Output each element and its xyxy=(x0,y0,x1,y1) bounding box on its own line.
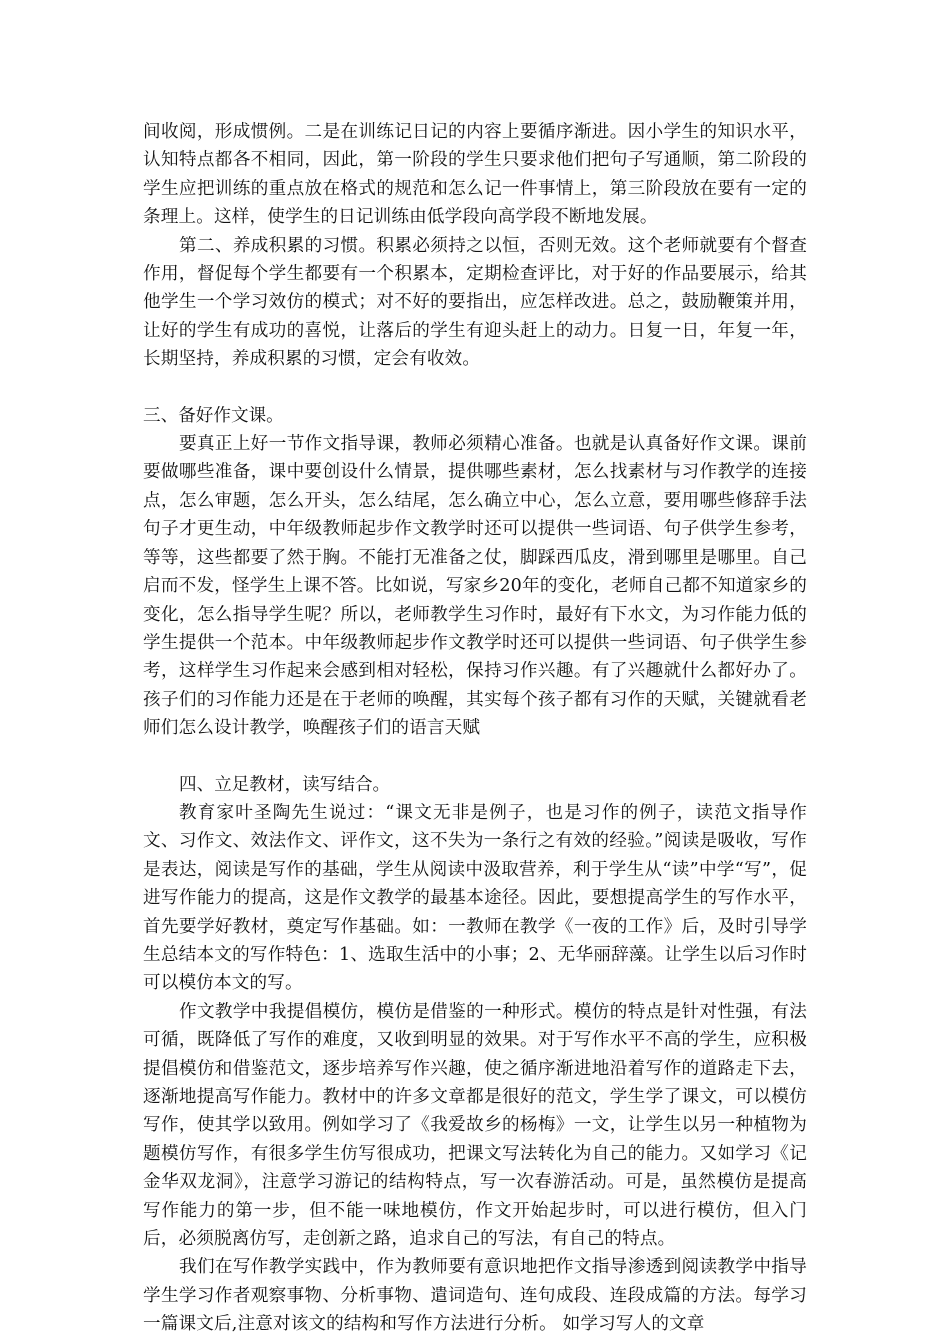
paragraph-gap xyxy=(143,743,807,771)
paragraph-diary-training: 间收阅，形成惯例。二是在训练记日记的内容上要循序渐进。因小学生的知识水平，认知特点都各不相同，因此，第一阶段的学生只要求他们把句子写通顺，第二阶段的学生应把训练的重点放在格式的规范和怎么记一件事情上，第三阶段放在要有一定的条理上。这样，使学生的日记训练由低学段向高学段不断地发展。 xyxy=(143,122,807,228)
paragraph-prepare-lesson: 要真正上好一节作文指导课，教师必须精心准备。也就是认真备好作文课。课前要做哪些准备，课中要创设什么情景，提供哪些素材，怎么找素材与习作教学的连接点，怎么审题，怎么开头，怎么结尾，怎么确立中心，怎么立意，要用哪些修辞手法句子才更生动，中年级教师起步作文教学时还可以提供一些词语、句子供学生参考，等等，这些都要了然于胸。不能打无准备之仗，脚踩西瓜皮，滑到哪里是哪里。自己启而不发，怪学生上课不答。比如说，写家乡20年的变化，老师自己都不知道家乡的变化，怎么指导学生呢？所以，老师教学生习作时，最好有下水文，为习作能力低的学生提供一个范本。中年级教师起步作文教学时还可以提供一些词语、句子供学生参考，这样学生习作起来会感到相对轻松，保持习作兴趣。有了兴趣就什么都好办了。孩子们的习作能力还是在于老师的唤醒，其实每个孩子都有习作的天赋，关键就看老师们怎么设计教学，唤醒孩子们的语言天赋 xyxy=(143,434,807,739)
paragraph-ye-shengtao: 教育家叶圣陶先生说过：“课文无非是例子，也是习作的例子，读范文指导作文、习作文、效法作文、评作文，这不失为一条行之有效的经验。”阅读是吸收，写作是表达，阅读是写作的基础，学生从阅读中汲取营养，利于学生从“读”中学“写”，促进写作能力的提高，这是作文教学的最基本途径。因此，要想提高学生的写作水平，首先要学好教材，奠定写作基础。如：一教师在教学《一夜的工作》后，及时引导学生总结本文的写作特色：1、选取生活中的小事；2、无华丽辞藻。让学生以后习作时可以模仿本文的写。 xyxy=(143,802,807,994)
paragraph-teaching-practice: 我们在写作教学实践中，作为教师要有意识地把作文指导渗透到阅读教学中指导学生学习作者观察事物、分析事物、遣词造句、连句成段、连段成篇的方法。每学习一篇课文后,注意对该文的结构和写作方法进行分析。 如学习写人的文章 xyxy=(143,1257,807,1335)
section-heading-prepare-lesson: 三、备好作文课。 xyxy=(143,405,284,426)
paragraph-gap xyxy=(143,374,807,402)
document-page xyxy=(143,118,807,1339)
paragraph-imitation: 作文教学中我提倡模仿，模仿是借鉴的一种形式。模仿的特点是针对性强，有法可循，既降低了写作的难度，又收到明显的效果。对于写作水平不高的学生，应积极提倡模仿和借鉴范文，逐步培养写作兴趣，使之循序渐进地沿着写作的道路走下去，逐渐地提高写作能力。教材中的许多文章都是很好的范文，学生学了课文，可以模仿写作，使其学以致用。例如学习了《我爱故乡的杨梅》一文，让学生以另一种植物为题模仿写作，有很多学生仿写很成功，把课文写法转化为自己的能力。又如学习《记金华双龙洞》，注意学习游记的结构特点，写一次春游活动。可是，虽然模仿是提高写作能力的第一步，但不能一味地模仿，作文开始起步时，可以进行模仿，但入门后，必须脱离仿写，走创新之路，追求自己的写法，有自己的特点。 xyxy=(143,1001,807,1250)
section-heading-textbook: 四、立足教材，读写结合。 xyxy=(179,774,391,795)
paragraph-accumulation-habit: 第二、养成积累的习惯。积累必须持之以恒，否则无效。这个老师就要有个督查作用，督促每个学生都要有一个积累本，定期检查评比，对于好的作品要展示，给其他学生一个学习效仿的模式；对不好的要指出，应怎样改进。总之，鼓励鞭策并用，让好的学生有成功的喜悦，让落后的学生有迎头赶上的动力。日复一日，年复一年，长期坚持，养成积累的习惯，定会有收效。 xyxy=(143,235,807,370)
